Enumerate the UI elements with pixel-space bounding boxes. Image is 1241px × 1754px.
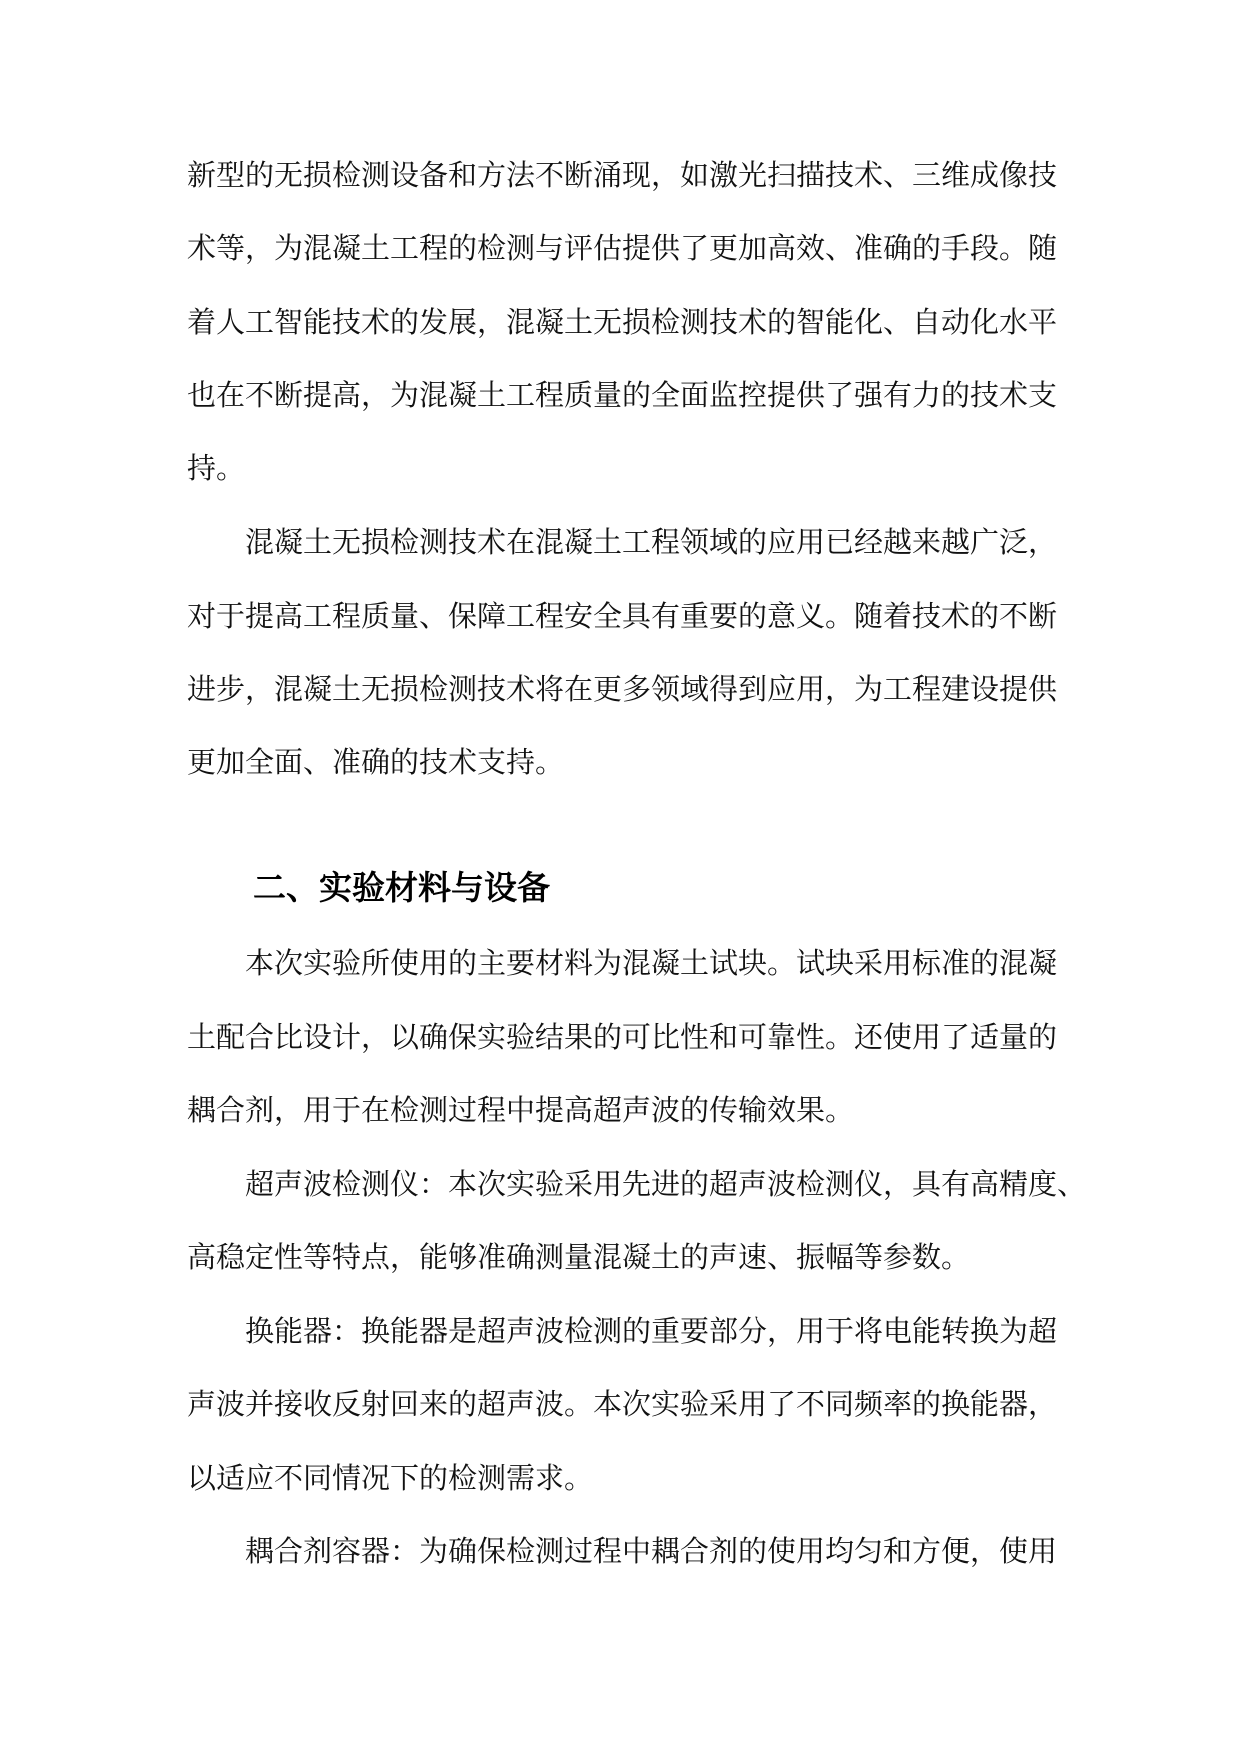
text-line: 耦合剂容器：为确保检测过程中耦合剂的使用均匀和方便，使用 — [245, 1534, 1058, 1568]
text-line: 混凝土无损检测技术在混凝土工程领域的应用已经越来越广泛， — [245, 525, 1058, 559]
text-line: 也在不断提高，为混凝土工程质量的全面监控提供了强有力的技术支 — [187, 378, 1058, 412]
text-line: 土配合比设计，以确保实验结果的可比性和可靠性。还使用了适量的 — [187, 1020, 1058, 1054]
text-line: 着人工智能技术的发展，混凝土无损检测技术的智能化、自动化水平 — [187, 305, 1058, 339]
text-line: 换能器：换能器是超声波检测的重要部分，用于将电能转换为超 — [245, 1314, 1058, 1348]
text-line: 声波并接收反射回来的超声波。本次实验采用了不同频率的换能器， — [187, 1387, 1058, 1421]
text-line: 新型的无损检测设备和方法不断涌现，如激光扫描技术、三维成像技 — [187, 158, 1058, 192]
text-line: 超声波检测仪：本次实验采用先进的超声波检测仪，具有高精度、 — [245, 1167, 1087, 1201]
text-line: 进步，混凝土无损检测技术将在更多领域得到应用，为工程建设提供 — [187, 672, 1058, 706]
text-line: 术等，为混凝土工程的检测与评估提供了更加高效、准确的手段。随 — [187, 231, 1058, 265]
section-heading: 二、实验材料与设备 — [253, 868, 550, 907]
text-line: 持。 — [187, 451, 246, 485]
text-line: 高稳定性等特点，能够准确测量混凝土的声速、振幅等参数。 — [187, 1240, 971, 1274]
text-line: 对于提高工程质量、保障工程安全具有重要的意义。随着技术的不断 — [187, 599, 1058, 633]
text-line: 更加全面、准确的技术支持。 — [187, 745, 565, 779]
text-line: 本次实验所使用的主要材料为混凝土试块。试块采用标准的混凝 — [245, 946, 1058, 980]
text-line: 耦合剂，用于在检测过程中提高超声波的传输效果。 — [187, 1093, 855, 1127]
text-line: 以适应不同情况下的检测需求。 — [187, 1461, 594, 1495]
